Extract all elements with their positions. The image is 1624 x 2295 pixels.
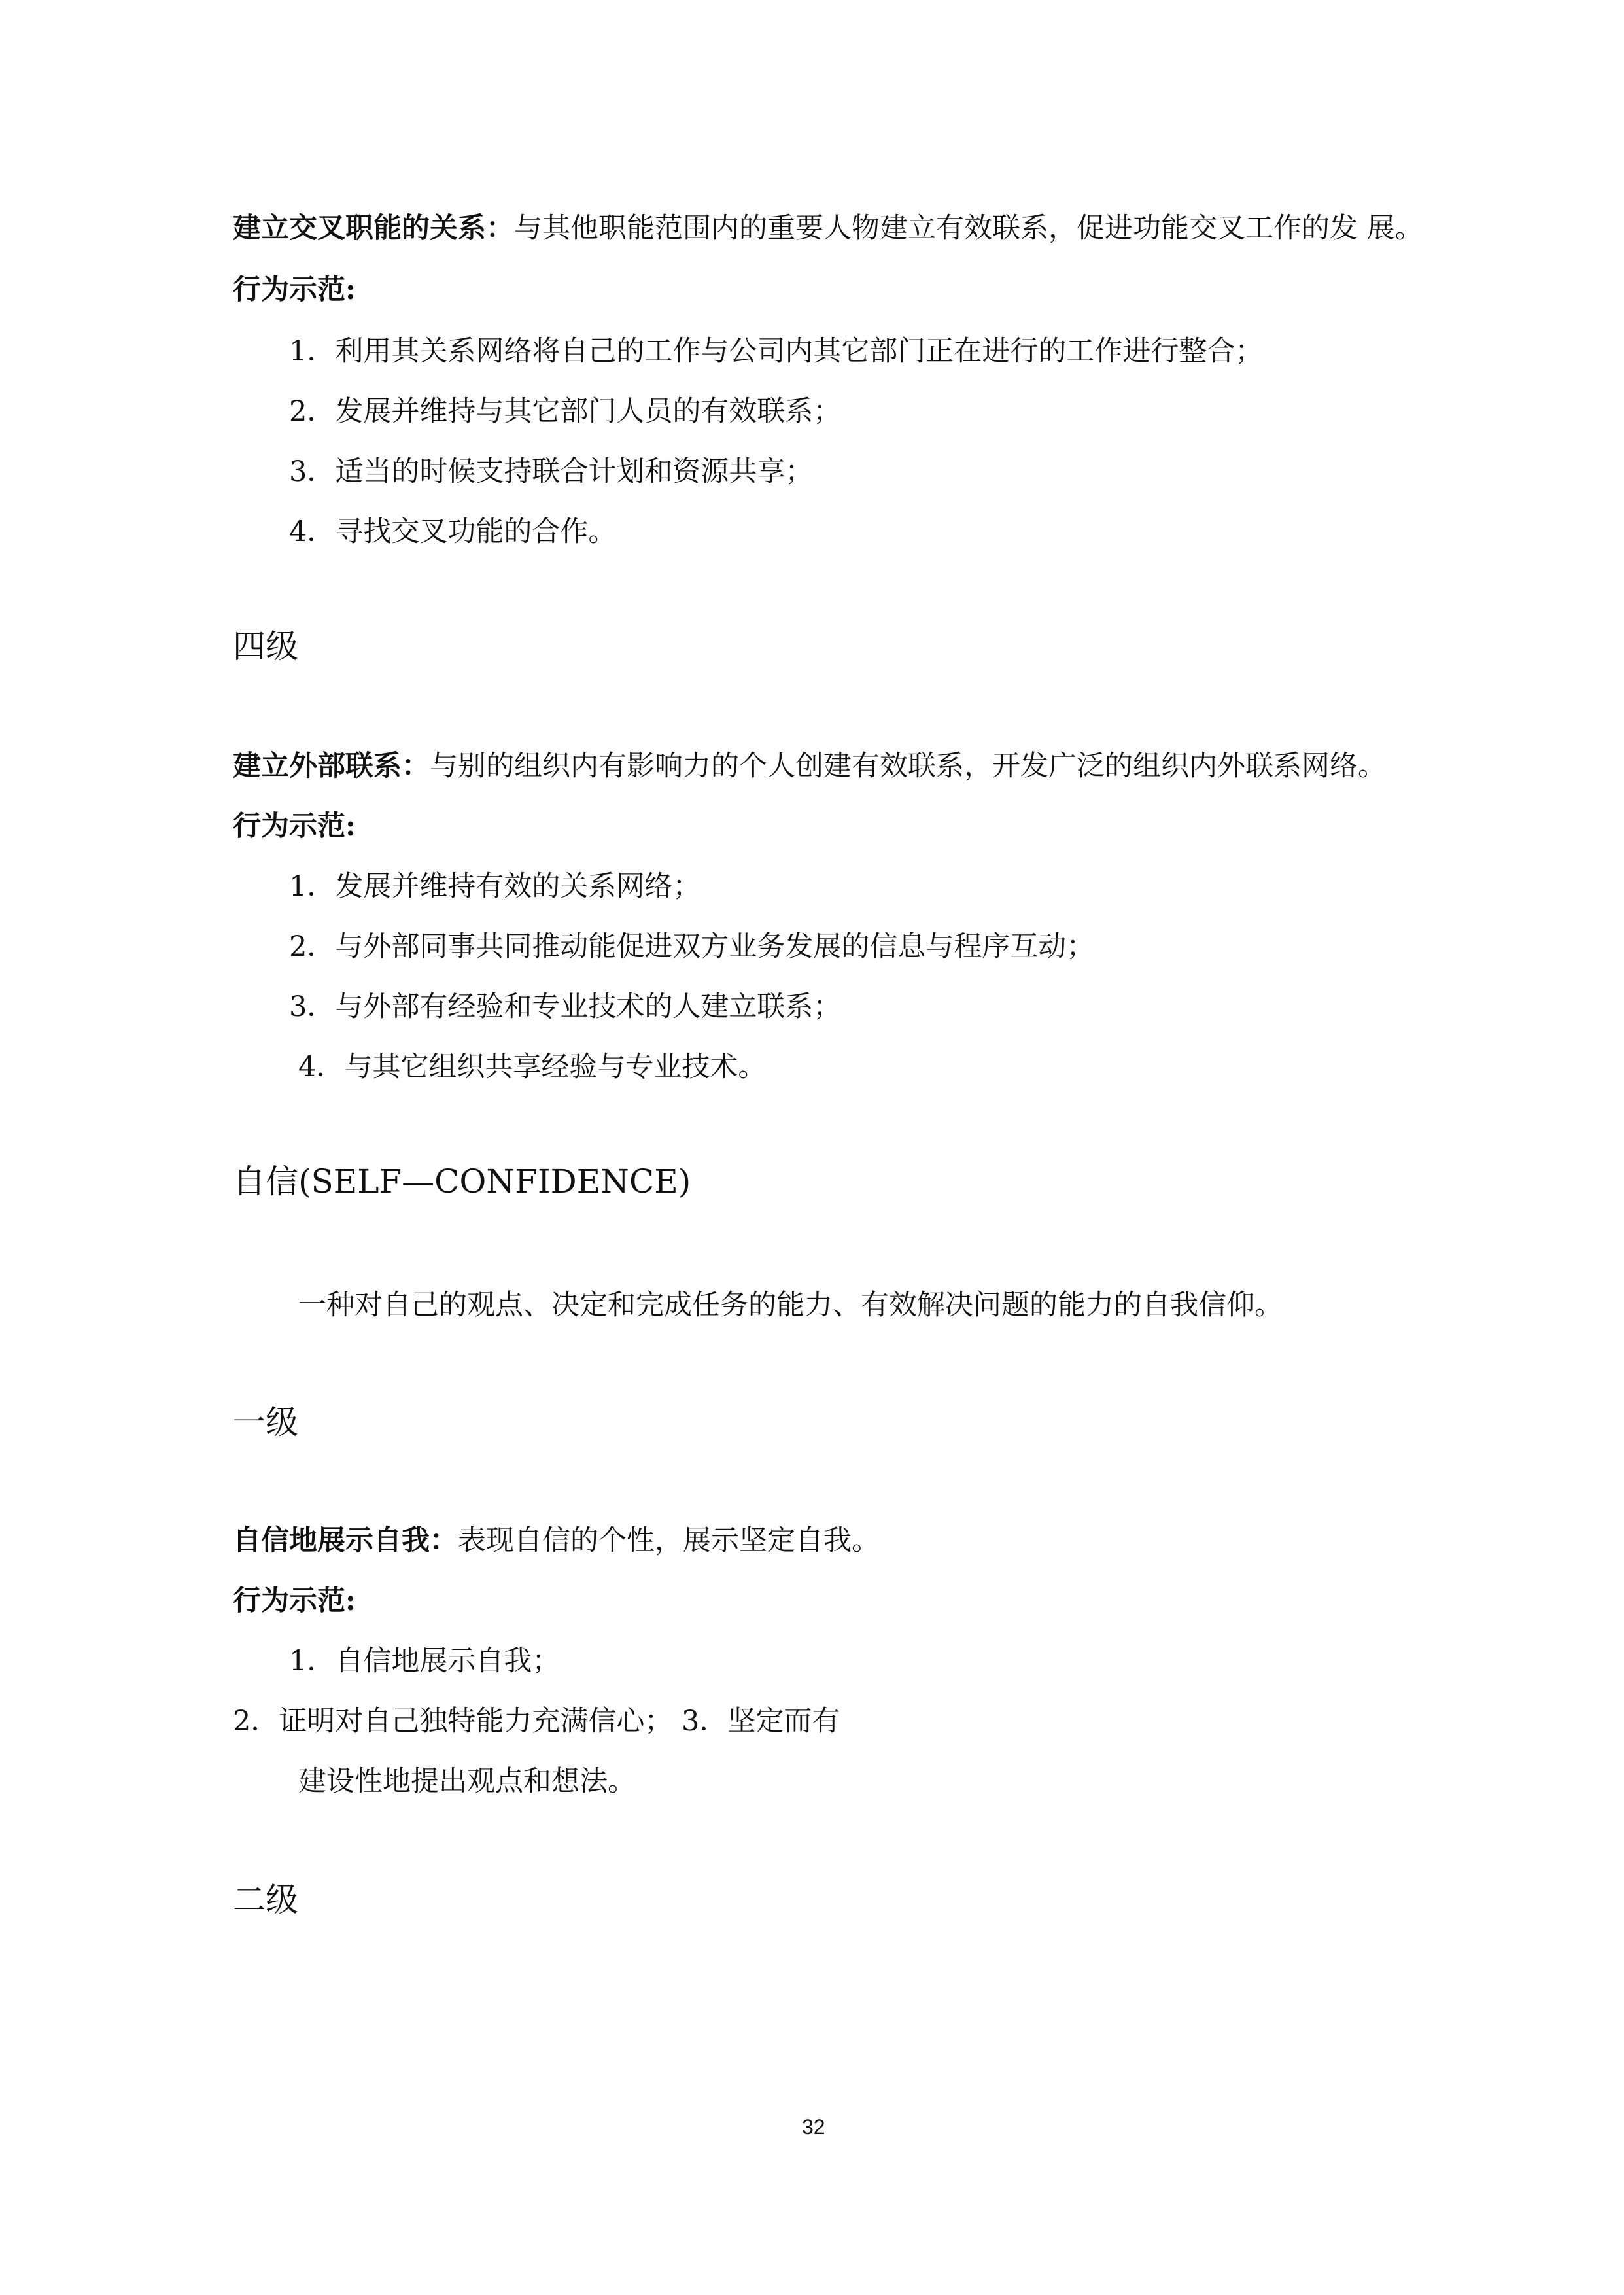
cross-function-item-2: 2．发展并维持与其它部门人员的有效联系； (289, 395, 842, 428)
level4-term: 建立外部联系： (233, 750, 430, 782)
cross-function-term: 建立交叉职能的关系： (233, 212, 514, 245)
level4-desc: 与别的组织内有影响力的个人创建有效联系，开发广泛的组织内外联系网络。 (430, 750, 1386, 782)
level4-item-3: 3．与外部有经验和专业技术的人建立联系； (289, 990, 842, 1023)
level4-item-2: 2．与外部同事共同推动能促进双方业务发展的信息与程序互动； (289, 930, 1095, 963)
level4-heading: 四级 (233, 627, 298, 665)
level1-line (233, 1524, 880, 1558)
cross-function-item-3: 3．适当的时候支持联合计划和资源共享； (289, 455, 814, 488)
cross-function-line (233, 212, 1423, 246)
level2-heading: 二级 (233, 1881, 298, 1919)
cross-function-item-4: 4．寻找交叉功能的合作。 (289, 516, 617, 548)
level1-heading: 一级 (233, 1403, 298, 1441)
self-confidence-definition: 一种对自己的观点、决定和完成任务的能力、有效解决问题的能力的自我信仰。 (298, 1289, 1283, 1322)
level1-behavior-label: 行为示范: (233, 1585, 356, 1617)
level1-item-2-line1: 2．证明对自己独特能力充满信心； 3．坚定而有 (233, 1705, 840, 1738)
page-number: 32 (802, 2115, 825, 2139)
self-confidence-title: 自信(SELF—CONFIDENCE) (233, 1163, 691, 1200)
cross-function-desc: 与其他职能范围内的重要人物建立有效联系，促进功能交叉工作的发 展。 (514, 212, 1423, 245)
level4-line (233, 750, 1386, 784)
cross-function-behavior-label: 行为示范: (233, 273, 356, 306)
level4-behavior-label: 行为示范: (233, 810, 356, 843)
level1-term: 自信地展示自我： (233, 1524, 458, 1557)
level4-item-1: 1．发展并维持有效的关系网络； (289, 870, 701, 903)
level1-desc: 表现自信的个性，展示坚定自我。 (458, 1524, 880, 1557)
level1-item-1: 1．自信地展示自我； (289, 1645, 561, 1677)
level1-item-2-line2: 建设性地提出观点和想法。 (298, 1765, 636, 1798)
level4-item-4: 4．与其它组织共享经验与专业技术。 (298, 1051, 767, 1083)
cross-function-item-1: 1．利用其关系网络将自己的工作与公司内其它部门正在进行的工作进行整合； (289, 335, 1264, 368)
